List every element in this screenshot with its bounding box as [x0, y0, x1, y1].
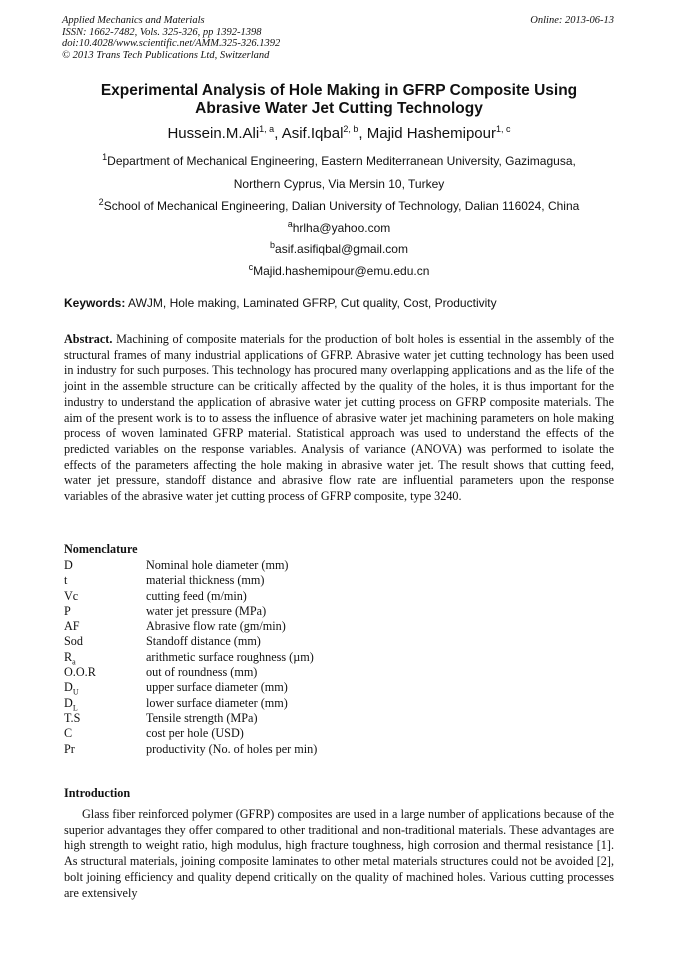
abstract-label: Abstract. [64, 332, 113, 346]
abstract-text: Machining of composite materials for the production of bolt holes is essential in the assembly of the structural frames of many industrial applications of GFRP. Abrasive water jet cutting technology has been used in industry for such purposes. This technology has procured many overlapping applications and as the life of the joint in the assemble structure can be critically affected by the quality of the holes, it is thus important for the industry to understand the application of abrasive water jet cutting process on GFRP composite materials. The aim of the present work is to to assess the influence of abrasive water jet machining parameters on hole making process of woven laminated GFRP material. Statistical approach was used to understand the effects of the predicted variables on the response variables. Analysis of variance (ANOVA) was performed to isolate the effects of the parameters affecting the hole making in abrasive water jet. The result shows that cutting feed, water jet pressure, standoff distance and abrasive flow rate are influential parameters upon the response variables of the abrasive water jet cutting process of GFRP composite, type 3240. [64, 332, 615, 504]
introduction-heading: Introduction [64, 786, 131, 800]
journal-issn: ISSN: 1662-7482, Vols. 325-326, pp 1392-1398 [62, 26, 262, 38]
nomenclature-description: Tensile strength (MPa) [146, 710, 258, 725]
symbol-base: P [64, 603, 71, 618]
symbol-subscript: a [72, 657, 76, 667]
nomenclature-description: Nominal hole diameter (mm) [146, 558, 289, 572]
nomenclature-row [64, 650, 317, 665]
email-a [40, 221, 638, 235]
nomenclature-description: out of roundness (mm) [146, 665, 258, 680]
symbol-base: O.O.R [64, 665, 96, 680]
nomenclature-description: material thickness (mm) [146, 573, 265, 588]
symbol-base: t [64, 573, 68, 588]
aff-text: Department of Mechanical Engineering, Eastern Mediterranean University, Gazimagusa, [107, 154, 576, 168]
nomenclature-description: arithmetic surface roughness (µm) [146, 649, 314, 664]
symbol-base: T.S [64, 710, 81, 725]
nomenclature-row [64, 711, 317, 726]
journal-header [62, 15, 280, 61]
nomenclature-row [64, 680, 317, 695]
aff-text: School of Mechanical Engineering, Dalian University of Technology, Dalian 116024, China [103, 199, 580, 213]
symbol-base: Vc [64, 588, 79, 603]
symbol-base: R [64, 649, 73, 664]
nomenclature-symbol [64, 619, 146, 634]
nomenclature-symbol [64, 589, 146, 604]
introduction-text: Glass fiber reinforced polymer (GFRP) composites are used in a large number of applications because of the superior advantages they offer compared to other traditional and non-traditional materials. These advantages are high strength to weight ratio, high modulus, high fracture toughness, high corrosion and thermal resistance [1]. As structural materials, joining composite laminates to other metal materials structures could not be avoided [2], bolt joining efficiency and quality depend critically on the quality of machined holes. Various cutting processes are extensively [64, 807, 614, 900]
aff-num: 2 [98, 197, 104, 207]
nomenclature-row [64, 558, 317, 573]
nomenclature-symbol [64, 726, 146, 741]
nomenclature-symbol [64, 573, 146, 588]
email-text: asif.asifiqbal@gmail.com [275, 242, 408, 256]
nomenclature-row [64, 634, 317, 649]
title-line-2: Abrasive Water Jet Cutting Technology [195, 100, 483, 117]
nomenclature-description: Abrasive flow rate (gm/min) [146, 619, 286, 634]
nomenclature-row [64, 619, 317, 634]
author-sup: 1, a [259, 124, 275, 134]
symbol-base: Pr [64, 741, 75, 756]
author-sup: 1, c [496, 124, 511, 134]
journal-doi: doi:10.4028/www.scientific.net/AMM.325-326.1392 [62, 38, 281, 49]
nomenclature-list [64, 558, 317, 757]
nomenclature-row [64, 573, 317, 588]
journal-name: Applied Mechanics and Materials [62, 15, 205, 26]
nomenclature-description: upper surface diameter (mm) [146, 680, 288, 695]
author-sup: 2, b [343, 124, 359, 134]
keywords [64, 296, 616, 310]
symbol-base: D [64, 558, 73, 572]
title-line-1: Experimental Analysis of Hole Making in GFRP Composite Using [100, 82, 578, 99]
nomenclature-description: cost per hole (USD) [146, 726, 244, 741]
paper-title [50, 82, 628, 118]
symbol-subscript: U [72, 687, 79, 697]
nomenclature-symbol [64, 696, 146, 711]
symbol-subscript: L [72, 703, 78, 713]
nomenclature-symbol [64, 634, 146, 649]
nomenclature-symbol [64, 680, 146, 695]
affiliation-1 [40, 154, 638, 168]
author-name: Hussein.M.Ali [167, 125, 260, 142]
author-name: Majid Hashemipour [366, 125, 496, 142]
email-c [40, 264, 638, 278]
affiliation-1-line-2: Northern Cyprus, Via Mersin 10, Turkey [233, 177, 445, 191]
online-date: Online: 2013-06-13 [530, 15, 614, 26]
symbol-base: D [64, 680, 73, 695]
journal-copyright: © 2013 Trans Tech Publications Ltd, Switzerland [62, 49, 270, 61]
nomenclature-row [64, 589, 317, 604]
email-text: Majid.hashemipour@emu.edu.cn [253, 264, 430, 278]
author-name: Asif.Iqbal [281, 125, 344, 142]
nomenclature-description: lower surface diameter (mm) [146, 695, 288, 710]
nomenclature-row [64, 665, 317, 680]
nomenclature-symbol [64, 665, 146, 680]
nomenclature-row [64, 726, 317, 741]
nomenclature-description: cutting feed (m/min) [146, 588, 247, 603]
nomenclature-heading: Nomenclature [64, 542, 138, 556]
aff-num: 1 [102, 152, 108, 162]
email-sup: b [270, 240, 276, 250]
nomenclature-symbol [64, 604, 146, 619]
nomenclature-symbol [64, 558, 146, 573]
nomenclature-row [64, 696, 317, 711]
nomenclature-symbol [64, 650, 146, 665]
nomenclature-row [64, 742, 317, 757]
email-sup: a [287, 219, 293, 229]
symbol-base: D [64, 695, 73, 710]
nomenclature-description: productivity (No. of holes per min) [146, 741, 318, 756]
author-list: Hussein.M.Ali$^{1, a}$, Asif.Iqbal$^{2, b}$, Majid Hashemipour$^{1, c}$ [167, 124, 511, 142]
nomenclature-row [64, 604, 317, 619]
nomenclature-symbol [64, 711, 146, 726]
nomenclature-description: Standoff distance (mm) [146, 634, 261, 649]
email-text: hrlha@yahoo.com [292, 221, 391, 235]
abstract [64, 332, 614, 505]
keywords-text: AWJM, Hole making, Laminated GFRP, Cut quality, Cost, Productivity [128, 296, 497, 310]
symbol-base: Sod [64, 634, 83, 649]
symbol-base: C [64, 726, 73, 741]
affiliation-2 [40, 199, 638, 213]
keywords-label: Keywords: [64, 296, 126, 310]
email-sup: c [248, 262, 254, 272]
nomenclature-symbol [64, 742, 146, 757]
nomenclature-description: water jet pressure (MPa) [146, 603, 267, 618]
email-b [40, 242, 638, 256]
symbol-base: AF [64, 619, 80, 634]
